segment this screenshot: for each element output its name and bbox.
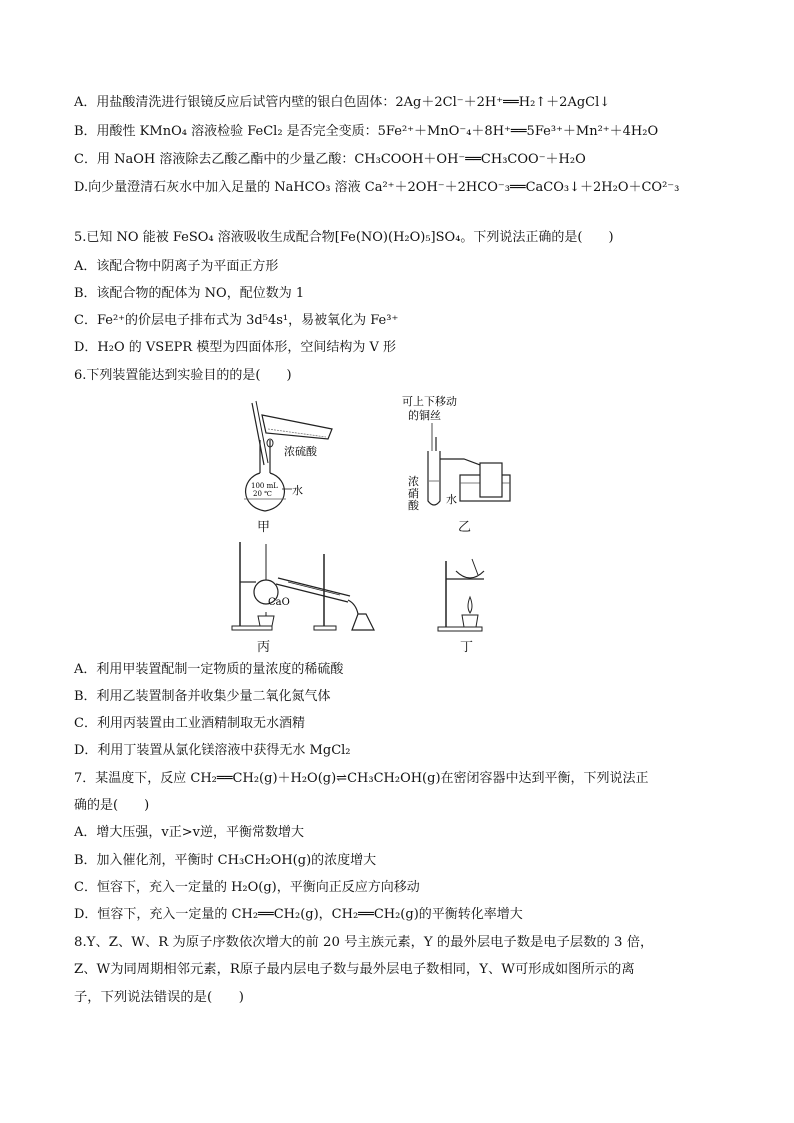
flask-volume-label: 100 mL	[251, 482, 278, 490]
q5-option-a: A．该配合物中阴离子为平面正方形	[74, 259, 279, 274]
label-conc-sulfuric-acid: 浓硫酸	[284, 445, 317, 458]
q7-stem-line1: 7．某温度下，反应 CH₂══CH₂(g)＋H₂O(g)⇌CH₃CH₂OH(g)在密闭容器中达到平衡，下列说法正	[74, 771, 649, 786]
flask-temp-label: 20 ℃	[253, 490, 272, 498]
q7-option-b: B．加入催化剂，平衡时 CH₃CH₂OH(g)的浓度增大	[74, 853, 377, 868]
q6-option-c: C．利用丙装置由工业酒精制取无水酒精	[74, 716, 305, 731]
label-water-yi: 水	[446, 493, 457, 506]
apparatus-yi-figure	[400, 393, 540, 523]
label-conc-nitric-2: 硝	[408, 487, 419, 500]
q5-option-d: D．H₂O 的 VSEPR 模型为四面体形，空间结构为 V 形	[74, 340, 396, 355]
q8-line3: 子，下列说法错误的是( )	[74, 990, 244, 1005]
q5-stem: 5.已知 NO 能被 FeSO₄ 溶液吸收生成配合物[Fe(NO)(H₂O)₅]SO₄。下列说法正确的是( )	[74, 230, 614, 245]
q4-option-c: C．用 NaOH 溶液除去乙酸乙酯中的少量乙酸：CH₃COOH＋OH⁻══CH₃COO⁻＋H₂O	[74, 152, 586, 167]
q4-option-a: A．用盐酸清洗进行银镜反应后试管内壁的银白色固体：2Ag＋2Cl⁻＋2H⁺══H₂↑＋2AgCl↓	[74, 95, 611, 110]
apparatus-jia-figure	[232, 395, 342, 525]
q6-option-a: A．利用甲装置配制一定物质的量浓度的稀硫酸	[74, 662, 344, 677]
q6-option-d: D．利用丁装置从氯化镁溶液中获得无水 MgCl₂	[74, 743, 351, 758]
q5-option-c: C．Fe²⁺的价层电子排布式为 3d⁵4s¹，易被氧化为 Fe³⁺	[74, 313, 399, 328]
q7-option-a: A．增大压强，v正>v逆，平衡常数增大	[74, 825, 304, 840]
q7-option-d: D．恒容下，充入一定量的 CH₂══CH₂(g)，CH₂══CH₂(g)的平衡转化率增大	[74, 907, 523, 922]
caption-bing: 丙	[257, 640, 271, 655]
q5-option-b: B．该配合物的配体为 NO，配位数为 1	[74, 286, 305, 301]
q4-option-d: D.向少量澄清石灰水中加入足量的 NaHCO₃ 溶液 Ca²⁺＋2OH⁻＋2HCO⁻₃══CaCO₃↓＋2H₂O＋CO²⁻₃	[74, 180, 680, 195]
caption-ding: 丁	[460, 640, 474, 655]
label-conc-nitric-3: 酸	[408, 499, 419, 512]
apparatus-ding-figure	[436, 557, 506, 637]
q6-stem: 6.下列装置能达到实验目的的是( )	[74, 368, 292, 383]
q7-option-c: C．恒容下，充入一定量的 H₂O(g)，平衡向正反应方向移动	[74, 880, 420, 895]
label-movable-copper-1: 可上下移动	[402, 395, 457, 408]
q6-option-b: B．利用乙装置制备并收集少量二氧化氮气体	[74, 689, 331, 704]
label-conc-nitric-1: 浓	[408, 475, 419, 488]
q8-line1: 8.Y、Z、W、R 为原子序数依次增大的前 20 号主族元素，Y 的最外层电子数是电子层数的 3 倍，	[74, 935, 654, 950]
q8-line2: Z、W为同周期相邻元素，R原子最内层电子数与最外层电子数相同，Y、W可形成如图所示的离	[74, 962, 635, 977]
q4-option-b: B．用酸性 KMnO₄ 溶液检验 FeCl₂ 是否完全变质：5Fe²⁺＋MnO⁻₄＋8H⁺══5Fe³⁺＋Mn²⁺＋4H₂O	[74, 124, 659, 139]
label-water-jia: 水	[292, 484, 303, 497]
q7-stem-line2: 确的是( )	[74, 798, 150, 813]
apparatus-bing-figure	[228, 540, 408, 635]
label-movable-copper-2: 的铜丝	[408, 409, 441, 422]
caption-yi: 乙	[458, 520, 472, 535]
caption-jia: 甲	[257, 520, 271, 535]
label-cao: CaO	[268, 597, 290, 608]
